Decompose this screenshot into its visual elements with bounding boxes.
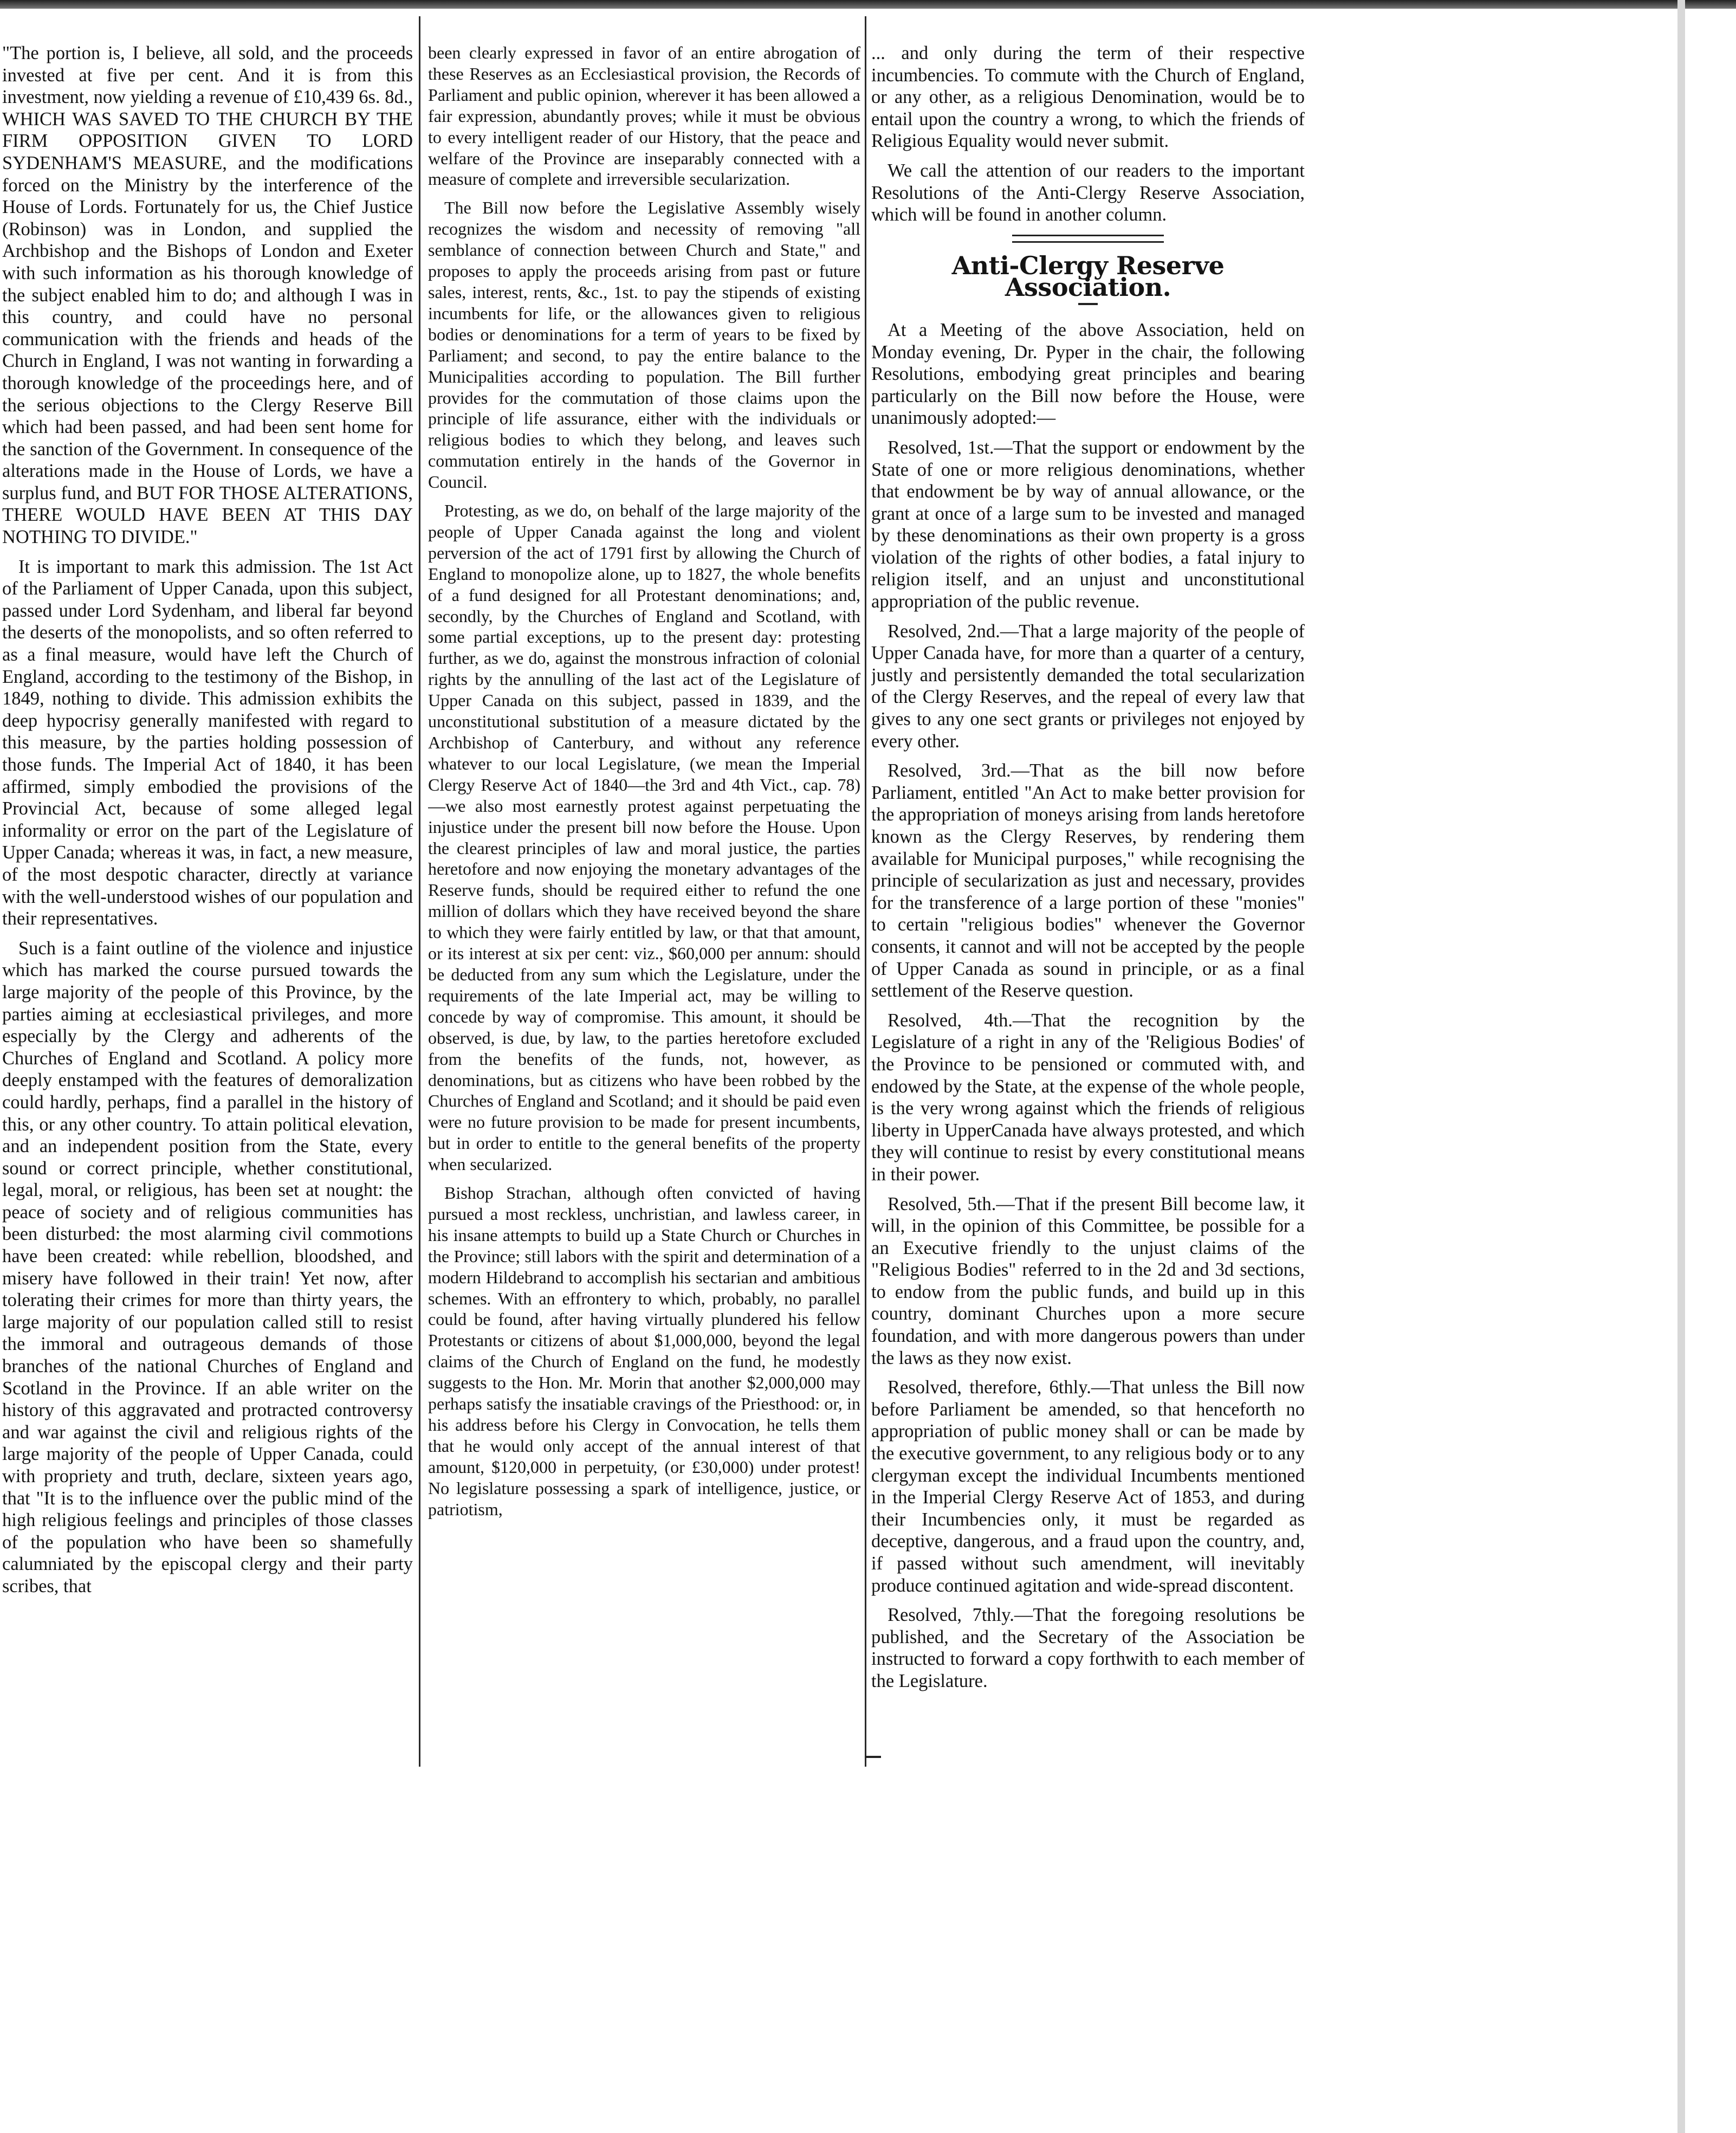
paragraph: It is important to mark this admission. The 1st Act of the Parliament of Upper Canada, upon this subject, passed under Lord Sydenham, and liberal far beyond the deserts of the monopolists, and so often referred to as a final measure, would have left the Church of England, according to the testimony of the Bishop, in 1849, nothing to divide. This admission exhibits the deep hypocrisy generally manifested with regard to this measure, by the parties holding possession of those funds. The Imperial Act of 1840, it has been affirmed, simply embodied the provisions of the Provincial Act, because of some alleged legal informality or error on the part of the Legislature of Upper Canada; whereas it was, in fact, a new measure, of the most despotic character, directly at variance with the well-understood wishes of our population and their representatives. bbox=[2, 556, 413, 929]
column-end-mark bbox=[865, 1756, 881, 1758]
scan-right-margin bbox=[1677, 0, 1685, 2133]
column-rule-right bbox=[865, 16, 866, 1767]
paragraph: Bishop Strachan, although often convicted of having pursued a most reckless, unchristian, and lawless career, in his insane attempts to build up a State Church or Churches in the Province; still labors with the spirit and determination of a modern Hildebrand to accomplish his sectarian and ambitious schemes. With an effrontery to which, probably, no parallel could be found, after having virtually plundered his fellow Protestants or citizens of about $1,000,000, beyond the legal claims of the Church of England on the fund, he modestly suggests to the Hon. Mr. Morin that another $2,000,000 may perhaps satisfy the insatiable cravings of the Priesthood: or, in his address before his Clergy in Convocation, he tells them that he would only accept of the annual interest of that amount, $120,000 in perpetuity, (or £30,000) under protest! No legislature possessing a spark of intelligence, justice, or patriotism, bbox=[428, 1183, 860, 1519]
paragraph: ... and only during the term of their respective incumbencies. To commute with the Church of England, or any other, as a religious Denomination, would be to entail upon the country a wrong, to which the friends of Religious Equality would never submit. bbox=[871, 43, 1305, 152]
column-three bbox=[871, 42, 1305, 1776]
scan-top-edge bbox=[0, 0, 1736, 9]
paragraph: The Bill now before the Legislative Assembly wisely recognizes the wisdom and necessity of removing "all semblance of connection between Church and State," and proposes to apply the proceeds arising from past or future sales, interest, rents, &c., 1st. to pay the stipends of existing incumbents for life, or the allowances given to religious bodies or denominations for a term of years to be fixed by Parliament; and second, to pay the entire balance to the Municipalities according to population. The Bill further provides for the commutation of those claims upon the principle of life assurance, either with the individuals or religious bodies to which they belong, and leaves such commutation entirely in the hands of the Governor in Council. bbox=[428, 198, 860, 492]
column-one bbox=[2, 42, 413, 1776]
resolution-2: Resolved, 2nd.—That a large majority of the people of Upper Canada have, for more than a quarter of a century, justly and persistently demanded the total secularization of the Clergy Reserves, and the repeal of every law that gives to any one sect grants or privileges not enjoyed by every other. bbox=[871, 620, 1305, 752]
resolution-7: Resolved, 7thly.—That the foregoing resolutions be published, and the Secretary of the Association be instructed to forward a copy forthwith to each member of the Legislature. bbox=[871, 1605, 1305, 1691]
quoted-paragraph: "The portion is, I believe, all sold, and the proceeds invested at five per cent. And it is from this investment, now yielding a revenue of £10,439 6s. 8d., WHICH WAS SAVED TO THE CHURCH BY THE FIRM OPPOSITION GIVEN TO LORD SYDENHAM'S MEASURE, and the modifications forced on the Ministry by the interference of the House of Lords. Fortunately for us, the Chief Justice (Robinson) was in London, and supplied the Archbishop and the Bishops of London and Exeter with such information as his thorough knowledge of the subject enabled him to do; and although I was in this country, and could have no personal communication with the friends and heads of the Church in England, I was not wanting in forwarding a thorough knowledge of the proceedings here, and of the serious objections to the Clergy Reserve Bill which had been passed, and had been sent home for the sanction of the Government. In consequence of the alterations made in the House of Lords, we have a surplus fund, and BUT FOR THOSE ALTERATIONS, THERE WOULD HAVE BEEN AT THIS DAY NOTHING TO DIVIDE." bbox=[2, 43, 413, 548]
column-rule-left bbox=[419, 16, 420, 1767]
paragraph: been clearly expressed in favor of an entire abrogation of these Reserves as an Ecclesiastical provision, the Records of Parliament and public opinion, wherever it has been allowed a fair expression, abundantly proves; while it must be obvious to every intelligent reader of our History, that the peace and welfare of the Province are inseparably connected with a measure of complete and irreversible secularization. bbox=[428, 43, 860, 189]
paragraph: At a Meeting of the above Association, held on Monday evening, Dr. Pyper in the chair, the following Resolutions, embodying great principles and bearing particularly on the Bill now before the House, were unanimously adopted:— bbox=[871, 319, 1305, 429]
resolution-4: Resolved, 4th.—That the recognition by the Legislature of a right in any of the 'Religious Bodies' of the Province to be pensioned or commuted with, and endowed by the State, at the expense of the whole people, is the very wrong against which the friends of religious liberty in UpperCanada have always protested, and which they will continue to resist by every constitutional means in their power. bbox=[871, 1010, 1305, 1185]
resolution-1: Resolved, 1st.—That the support or endowment by the State of one or more religious denominations, whether that endowment be by way of annual allowance, or the grant at once of a large sum to be invested and managed by these denominations as their own property is a gross violation of the rights of other bodies, a fatal injury to religion itself, and an unjust and unconstitutional appropriation of the public revenue. bbox=[871, 437, 1305, 612]
heading-underline bbox=[1078, 303, 1098, 305]
section-divider bbox=[1012, 235, 1164, 243]
paragraph: We call the attention of our readers to the important Resolutions of the Anti-Clergy Reserve Association, which will be found in another column. bbox=[871, 160, 1305, 225]
paragraph: Protesting, as we do, on behalf of the large majority of the people of Upper Canada against the long and violent perversion of the act of 1791 first by allowing the Church of England to monopolize alone, up to 1827, the whole benefits of a fund designed for all Protestant denominations; and, secondly, by the Churches of England and Scotland, with some partial exceptions, up to the present day: protesting further, as we do, against the monstrous infraction of colonial rights by the annulling of the last act of the Legislature of Upper Canada on this subject, passed in 1839, and the unconstitutional substitution of a measure dictated by the Archbishop of Canterbury, and without any reference whatever to our local Legislature, (we mean the Imperial Clergy Reserve Act of 1840—the 3rd and 4th Vict., cap. 78)—we also most earnestly protest against perpetuating the injustice under the present bill now before the House. Upon the clearest principles of law and moral justice, the parties heretofore and now enjoying the monetary advantages of the Reserve funds, should be required either to refund the one million of dollars which they have received beyond the share to which they were fairly entitled by law, or that that amount, or its interest at six per cent: viz., $60,000 per annum: should be deducted from any sum which the Legislature, under the requirements of the late Imperial act, may be willing to concede by way of compromise. This amount, it should be observed, is due, by law, to the parties heretofore excluded from the benefits of the funds, not, however, as denominations, but as citizens who have been robbed by the Churches of England and Scotland; and it should be paid even were no future provision to be made for present incumbents, but in order to entitle to the general benefits of the property when secularized. bbox=[428, 501, 860, 1174]
resolution-5: Resolved, 5th.—That if the present Bill become law, it will, in the opinion of this Committee, be possible for a an Executive friendly to the unjust claims of the "Religious Bodies" referred to in the 2d and 3d sections, to endow from the public funds, and build up in this country, dominant Churches upon a more secure foundation, and with more dangerous powers than under the laws as they now exist. bbox=[871, 1193, 1305, 1368]
resolution-6: Resolved, therefore, 6thly.—That unless the Bill now before Parliament be amended, so that henceforth no appropriation of public money shall or can be made by the executive government, to any religious body or to any clergyman except the individual Incumbents mentioned in the Imperial Clergy Reserve Act of 1853, and during their Incumbencies only, it must be regarded as deceptive, dangerous, and a fraud upon the country, and, if passed without such amendment, will inevitably produce continued agitation and wide-spread discontent. bbox=[871, 1377, 1305, 1596]
column-two bbox=[428, 42, 860, 1776]
paragraph: Such is a faint outline of the violence and injustice which has marked the course pursued towards the large majority of the people of this Province, by the parties aiming at ecclesiastical privileges, and more especially by the Clergy and adherents of the Churches of England and Scotland. A policy more deeply enstamped with the features of demoralization could hardly, perhaps, find a parallel in the history of this, or any other country. To attain political elevation, and an independent position from the State, every sound or correct principle, whether constitutional, legal, moral, or religious, has been set at nought: the peace of society and of religious communities has been disturbed: the most alarming civil commotions have been created: while rebellion, bloodshed, and misery have followed in their train! Yet now, after tolerating their crimes for more than thirty years, the large majority of our population called still to resist the immoral and outrageous demands of those branches of the national Churches of England and Scotland in the Province. If an able writer on the history of this aggravated and protracted controversy and war against the civil and religious rights of the large majority of the people of Upper Canada, could with propriety and truth, declare, sixteen years ago, that "It is to the influence over the public mind of the high religious feelings and principles of those classes of the population who have been so shamefully calumniated by the episcopal clergy and their party scribes, that bbox=[2, 938, 413, 1596]
resolution-3: Resolved, 3rd.—That as the bill now before Parliament, entitled "An Act to make better provision for the appropriation of moneys arising from lands heretofore known as the Clergy Reserves, by rendering them available for Municipal purposes," while recognising the principle of secularization as just and necessary, provides for the transference of a large portion of these "monies" to certain "religious bodies" whenever the Governor consents, it cannot and will not be accepted by the people of Upper Canada as sound in principle, or as a final settlement of the Reserve question. bbox=[871, 760, 1305, 1001]
article-heading: Anti-Clergy Reserve Association. bbox=[951, 250, 1225, 302]
